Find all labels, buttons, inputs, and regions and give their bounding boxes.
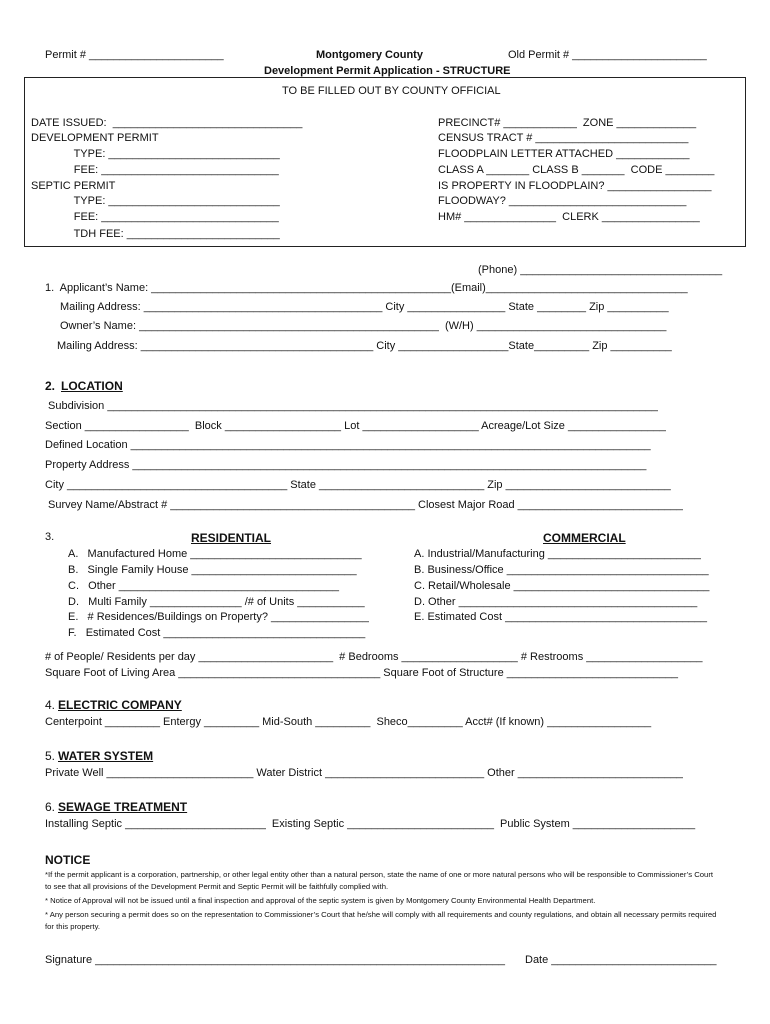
residences-count-field[interactable]: E. # Residences/Buildings on Property? ________________ <box>68 611 369 623</box>
section-block-lot-field[interactable]: Section _________________ Block ___________________ Lot ___________________ Acreage/Lot Size ________________ <box>45 420 666 432</box>
applicant-name-email-field[interactable]: 1. Applicant’s Name: _________________________________________________(Email)_________________________________ <box>45 282 688 294</box>
electric-company-field[interactable]: Centerpoint _________ Entergy _________ Mid-South _________ Sheco_________ Acct# (If known) _________________ <box>45 716 652 728</box>
sewage-heading: SEWAGE TREATMENT <box>58 800 188 814</box>
residential-cost-field[interactable]: F. Estimated Cost _________________________________ <box>68 627 366 639</box>
septic-permit-label: SEPTIC PERMIT <box>31 180 116 192</box>
notice-heading: NOTICE <box>45 853 91 867</box>
water-heading: WATER SYSTEM <box>58 749 154 763</box>
precinct-zone-field[interactable]: PRECINCT# ____________ ZONE _____________ <box>438 117 697 129</box>
water-heading-number: 5. <box>45 749 56 763</box>
county-name: Montgomery County <box>316 49 423 61</box>
residential-other-field[interactable]: C. Other ____________________________________ <box>68 580 339 592</box>
residential-heading: RESIDENTIAL <box>191 531 272 545</box>
dev-permit-fee-field[interactable]: FEE: _____________________________ <box>31 164 279 176</box>
tdh-fee-field[interactable]: TDH FEE: _________________________ <box>31 228 280 240</box>
notice-paragraph-compliance: * Any person securing a permit does so on the representation to Commissioner’s Court that he/she will comply with all requirements and county regulations, and obtain all necessary permits required for this property. <box>45 910 717 931</box>
development-permit-label: DEVELOPMENT PERMIT <box>31 132 159 144</box>
applicant-mailing-address-field[interactable]: Mailing Address: _______________________________________ City ________________ State ________ Zip __________ <box>60 301 669 313</box>
in-floodplain-field[interactable]: IS PROPERTY IN FLOODPLAIN? _________________ <box>438 180 712 192</box>
dev-permit-type-field[interactable]: TYPE: ____________________________ <box>31 148 280 160</box>
census-tract-field[interactable]: CENSUS TRACT # _________________________ <box>438 132 689 144</box>
manufactured-home-field[interactable]: A. Manufactured Home ____________________________ <box>68 548 362 560</box>
form-title: Development Permit Application - STRUCTURE <box>264 65 511 77</box>
signature-field[interactable]: Signature ___________________________________________________________________ <box>45 954 506 966</box>
date-issued-field[interactable]: DATE ISSUED: _______________________________ <box>31 117 303 129</box>
commercial-other-field[interactable]: D. Other _______________________________________ <box>414 596 698 608</box>
owner-mailing-address-field[interactable]: Mailing Address: ______________________________________ City __________________State_________ Zip __________ <box>57 340 672 352</box>
electric-heading-number: 4. <box>45 698 56 712</box>
property-address-field[interactable]: Property Address ____________________________________________________________________________________ <box>45 459 647 471</box>
notice-paragraph-approval: * Notice of Approval will not be issued until a final inspection and approval of the septic system is given by Montgomery County Environmental Health Department. <box>45 896 596 905</box>
location-heading: LOCATION <box>61 379 123 393</box>
permit-number-field[interactable]: Permit # ______________________ <box>45 49 224 61</box>
old-permit-number-field[interactable]: Old Permit # ______________________ <box>508 49 707 61</box>
electric-heading: ELECTRIC COMPANY <box>58 698 182 712</box>
commercial-cost-field[interactable]: E. Estimated Cost _________________________________ <box>414 611 707 623</box>
sewage-heading-number: 6. <box>45 800 56 814</box>
occupancy-field[interactable]: # of People/ Residents per day ______________________ # Bedrooms ___________________ # Restrooms ___________________ <box>45 651 703 663</box>
industrial-field[interactable]: A. Industrial/Manufacturing _________________________ <box>414 548 701 560</box>
business-office-field[interactable]: B. Business/Office _________________________________ <box>414 564 709 576</box>
defined-location-field[interactable]: Defined Location _____________________________________________________________________________________ <box>45 439 651 451</box>
floodway-field[interactable]: FLOODWAY? _____________________________ <box>438 195 687 207</box>
commercial-heading: COMMERCIAL <box>543 531 626 545</box>
floodplain-letter-field[interactable]: FLOODPLAIN LETTER ATTACHED ____________ <box>438 148 690 160</box>
notice-paragraph-entity: *If the permit applicant is a corporation, partnership, or other legal entity other than a natural person, state the name of one or more natural persons who will be responsible to Commissioner’s Court to see that all provisions of the Development Permit and Septic Permit will be faithfully complied with. <box>45 870 714 891</box>
phone-field[interactable]: (Phone) _________________________________ <box>478 264 723 276</box>
sewage-treatment-field[interactable]: Installing Septic _______________________ Existing Septic ________________________ Public System ____________________ <box>45 818 696 830</box>
septic-type-field[interactable]: TYPE: ____________________________ <box>31 195 280 207</box>
structure-section-number: 3. <box>45 531 55 543</box>
class-code-field[interactable]: CLASS A _______ CLASS B _______ CODE ________ <box>438 164 715 176</box>
retail-wholesale-field[interactable]: C. Retail/Wholesale ________________________________ <box>414 580 710 592</box>
square-footage-field[interactable]: Square Foot of Living Area _________________________________ Square Foot of Structure ____________________________ <box>45 667 679 679</box>
official-box-heading: TO BE FILLED OUT BY COUNTY OFFICIAL <box>282 85 501 97</box>
multi-family-field[interactable]: D. Multi Family _______________ /# of Units ___________ <box>68 596 365 608</box>
date-field[interactable]: Date ___________________________ <box>525 954 717 966</box>
hm-clerk-field[interactable]: HM# _______________ CLERK ________________ <box>438 211 700 223</box>
septic-fee-field[interactable]: FEE: _____________________________ <box>31 211 279 223</box>
owner-name-field[interactable]: Owner’s Name: _________________________________________________ (W/H) _______________________________ <box>60 320 667 332</box>
location-heading-number: 2. <box>45 379 56 393</box>
city-state-zip-field[interactable]: City ____________________________________ State ___________________________ Zip ___________________________ <box>45 479 671 491</box>
single-family-field[interactable]: B. Single Family House ___________________________ <box>68 564 357 576</box>
water-system-field[interactable]: Private Well ________________________ Water District __________________________ Other ___________________________ <box>45 767 683 779</box>
subdivision-field[interactable]: Subdivision __________________________________________________________________________________________ <box>48 400 658 412</box>
survey-road-field[interactable]: Survey Name/Abstract # ________________________________________ Closest Major Road ___________________________ <box>48 499 683 511</box>
